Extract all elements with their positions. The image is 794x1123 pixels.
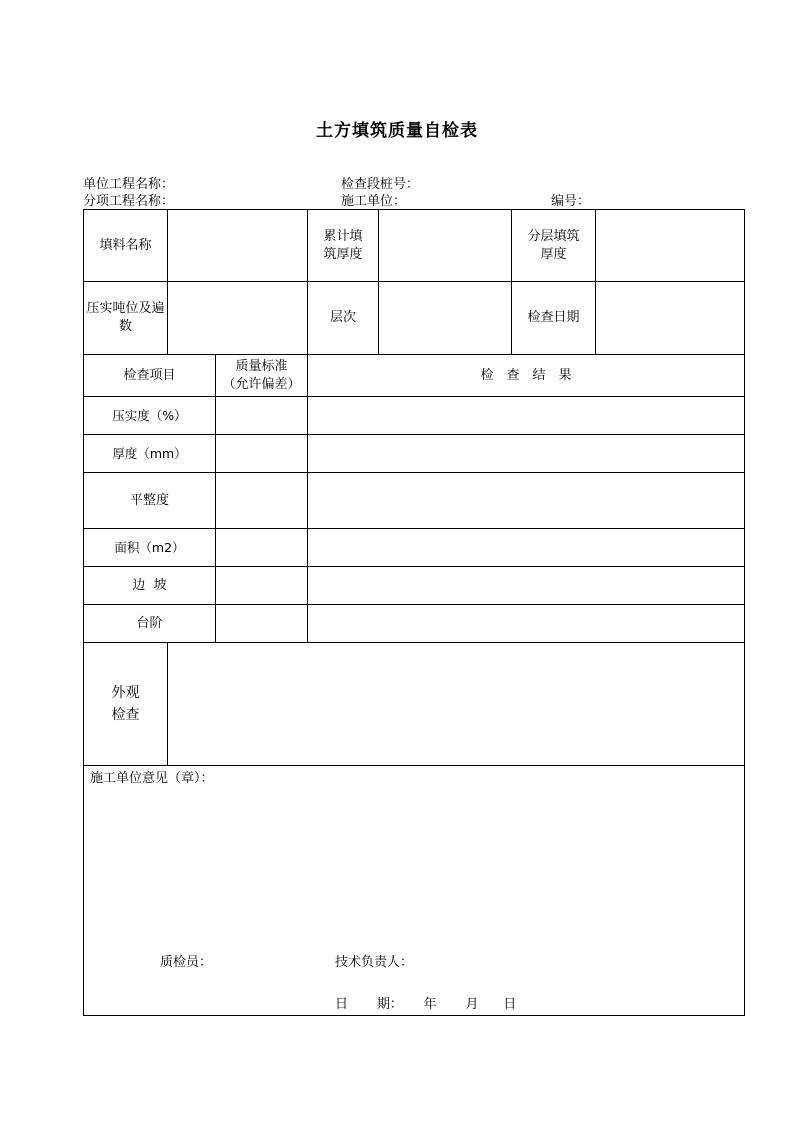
layer-thickness-value[interactable]	[596, 210, 745, 282]
appearance-label: 外观 检查	[84, 643, 168, 766]
col-item-header: 检查项目	[84, 355, 216, 397]
compaction-info-row	[84, 282, 745, 355]
item-label: 台阶	[84, 605, 216, 643]
layer-label: 层次	[308, 282, 379, 355]
layer-thickness-label: 分层填筑 厚度	[512, 210, 596, 282]
column-header-row	[84, 355, 745, 397]
construction-unit-label: 施工单位：	[341, 194, 407, 209]
standard-cell[interactable]	[216, 473, 308, 529]
unit-project-label: 单位工程名称：	[83, 177, 175, 192]
standard-cell[interactable]	[216, 397, 308, 435]
item-label: 面积（m2）	[84, 529, 216, 567]
result-cell[interactable]	[308, 473, 745, 529]
result-cell[interactable]	[308, 605, 745, 643]
appearance-row	[84, 643, 745, 766]
serial-no-label: 编号：	[551, 194, 591, 209]
standard-cell[interactable]	[216, 605, 308, 643]
fill-name-value[interactable]	[168, 210, 308, 282]
table-row	[84, 397, 745, 435]
opinion-row	[84, 766, 745, 1016]
standard-cell[interactable]	[216, 435, 308, 473]
table-row	[84, 529, 745, 567]
inspector-label: 质检员：	[160, 955, 213, 970]
col-standard-header: 质量标准 （允许偏差）	[216, 355, 308, 397]
item-label: 边 坡	[84, 567, 216, 605]
tech-lead-label: 技术负责人：	[335, 955, 414, 970]
result-cell[interactable]	[308, 397, 745, 435]
inspection-date-label: 检查日期	[512, 282, 596, 355]
item-label: 厚度（mm）	[84, 435, 216, 473]
page-title: 土方填筑质量自检表	[316, 121, 478, 141]
item-label: 平整度	[84, 473, 216, 529]
fill-name-label: 填料名称	[84, 210, 168, 282]
sub-project-label: 分项工程名称：	[83, 194, 175, 209]
result-cell[interactable]	[308, 529, 745, 567]
cumulative-thickness-label: 累计填 筑厚度	[308, 210, 379, 282]
cumulative-thickness-value[interactable]	[379, 210, 512, 282]
compaction-label: 压实吨位及遍 数	[84, 282, 168, 355]
table-row	[84, 435, 745, 473]
item-label: 压实度（%）	[84, 397, 216, 435]
layer-value[interactable]	[379, 282, 512, 355]
opinion-cell[interactable]	[84, 766, 745, 1016]
table-row	[84, 567, 745, 605]
table-row	[84, 473, 745, 529]
opinion-label: 施工单位意见（章）：	[90, 771, 214, 786]
col-result-header: 检 查 结 果	[308, 355, 745, 397]
standard-cell[interactable]	[216, 529, 308, 567]
appearance-value[interactable]	[168, 643, 745, 766]
result-cell[interactable]	[308, 435, 745, 473]
date-line: 日 期： 年 月 日	[335, 997, 517, 1012]
section-station-label: 检查段桩号：	[341, 177, 420, 192]
inspection-table	[83, 209, 745, 1016]
table-row	[84, 605, 745, 643]
inspection-date-value[interactable]	[596, 282, 745, 355]
standard-cell[interactable]	[216, 567, 308, 605]
result-cell[interactable]	[308, 567, 745, 605]
compaction-value[interactable]	[168, 282, 308, 355]
fill-info-row	[84, 210, 745, 282]
